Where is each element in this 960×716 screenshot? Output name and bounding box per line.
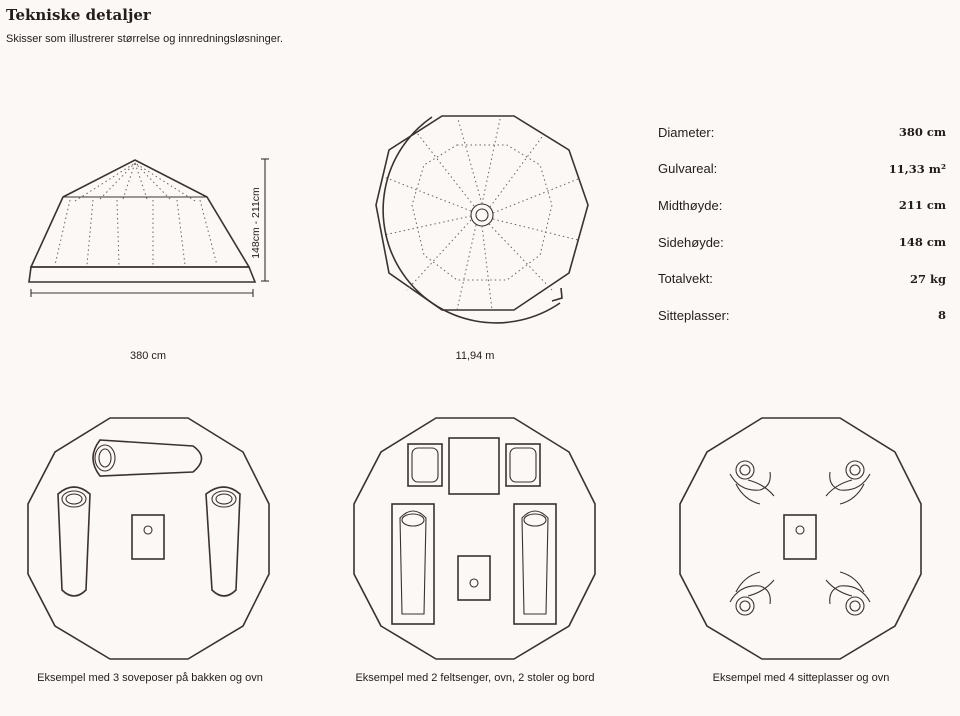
seat-figure [826,572,870,615]
layout-sleeping-bags [28,418,270,660]
spec-value: 148 cm [898,235,946,250]
spec-row-side-height [658,224,946,261]
layout-3-caption: Eksempel med 4 sitteplasser og ovn [712,672,890,684]
spec-value: 380 cm [898,125,946,140]
spec-row-floor-area [658,151,946,188]
spec-row-diameter [658,114,946,151]
page-subtitle: Skisser som illustrerer størrelse og innredningsløsninger. [6,33,283,45]
layout-2-caption: Eksempel med 2 feltsenger, ovn, 2 stoler og bord [355,672,595,684]
side-view-sketch [25,155,275,305]
layout-four-seats [680,418,922,660]
spec-value: 27 kg [909,271,946,286]
height-range-label: 148cm - 211cm [250,187,262,259]
spec-label: Gulvareal: [658,161,718,177]
spec-label: Totalvekt: [658,271,713,287]
layout-camp-beds [354,418,596,660]
spec-value: 11,33 m² [888,161,946,176]
page-title: Tekniske detaljer [6,6,151,24]
spec-value: 8 [937,308,946,323]
spec-label: Diameter: [658,124,715,140]
spec-row-total-weight [658,260,946,297]
layout-1-caption: Eksempel med 3 soveposer på bakken og ovn [37,672,263,684]
spec-row-center-height [658,187,946,224]
top-view-caption: 11,94 m [455,350,495,362]
spec-list [658,114,946,334]
spec-label: Sitteplasser: [658,307,730,323]
seat-figure [826,461,870,504]
top-view-sketch [362,95,592,335]
seat-figure [730,572,774,615]
spec-row-seats [658,297,946,334]
spec-value: 211 cm [898,198,946,213]
side-view-caption: 380 cm [129,350,167,362]
spec-label: Sidehøyde: [658,234,724,250]
spec-label: Midthøyde: [658,197,723,213]
seat-figure [730,461,774,504]
